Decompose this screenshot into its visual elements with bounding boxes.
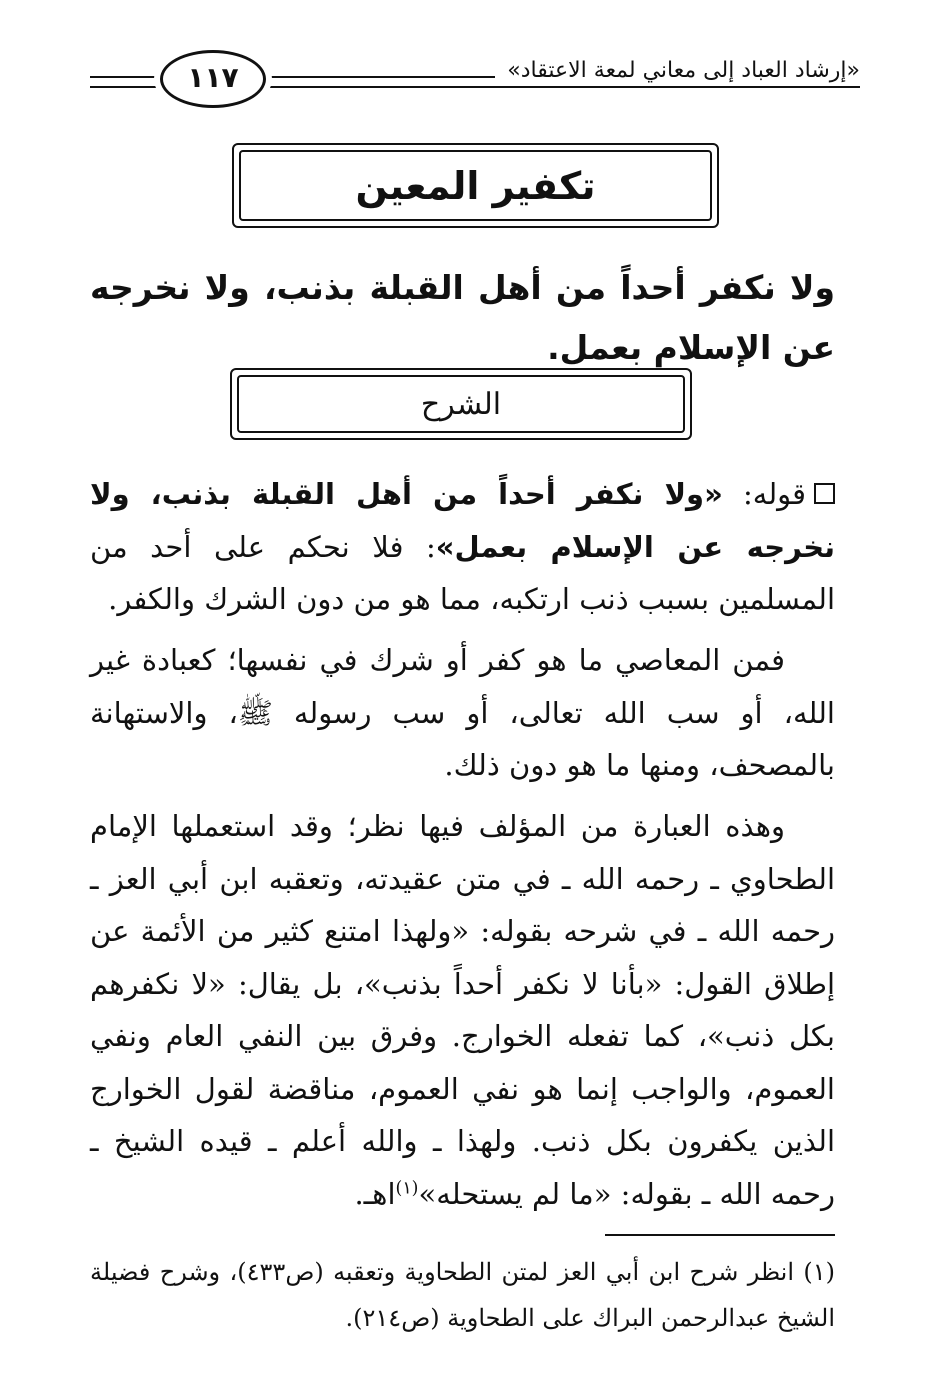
footnote-separator (605, 1234, 835, 1236)
page-number: ١١٧ (160, 50, 266, 108)
running-header (90, 40, 860, 110)
footnote-reference: (١) (395, 1177, 419, 1198)
paragraph-2: فمن المعاصي ما هو كفر أو شرك في نفسها؛ كعبادة غير الله، أو سب الله تعالى، أو سب رسوله ﷺ، والاستهانة بالمصحف، ومنها ما هو دون ذلك. (90, 643, 835, 782)
paragraph-3 (90, 800, 835, 1220)
footnote: (١) انظر شرح ابن أبي العز لمتن الطحاوية وتعقبه (ص٤٣٣)، وشرح فضيلة الشيخ عبدالرحمن البراك على الطحاوية (ص٢١٤). (90, 1258, 836, 1332)
sharh-heading-frame (230, 368, 692, 440)
paragraph-1-lead: قوله: (722, 477, 806, 511)
square-bullet-icon (814, 483, 835, 504)
sharh-heading: الشرح (420, 386, 502, 422)
paragraph-3-text: وهذه العبارة من المؤلف فيها نظر؛ وقد استعملها الإمام الطحاوي ـ رحمه الله ـ في متن عقيدته، وتعقبه ابن أبي العز ـ رحمه الله ـ في شرحه بقوله: «ولهذا امتنع كثير من الأئمة عن إطلاق القول: «بأنا لا نكفر أحداً بذنب»، بل يقال: «لا نكفرهم بكل ذنب»، كما تفعله الخوارج. وفرق بين النفي العام ونفي العموم، والواجب إنما هو نفي العموم، مناقضة لقول الخوارج الذين يكفرون بكل ذنب. ولهذا ـ والله أعلم ـ قيده الشيخ ـ رحمه الله ـ بقوله: «ما لم يستحله» (90, 809, 835, 1211)
paragraph-1 (90, 468, 835, 626)
paragraph-1-quote: «ولا نكفر أحداً من أهل القبلة بذنب، ولا نخرجه عن الإسلام بعمل» (90, 477, 835, 564)
section-title-frame (232, 143, 719, 228)
section-title: تكفير المعين (355, 163, 596, 208)
paragraph-1-rest: : فلا نحكم على أحد من المسلمين بسبب ذنب ارتكبه، مما هو من دون الشرك والكفر. (90, 529, 835, 616)
paragraph-3-end: اهـ. (354, 1176, 396, 1211)
section-title-inner-frame (239, 150, 712, 221)
matn-text: ولا نكفر أحداً من أهل القبلة بذنب، ولا نخرجه عن الإسلام بعمل. (90, 268, 835, 367)
sharh-heading-inner-frame (237, 375, 685, 433)
running-title: «إرشاد العباد إلى معاني لمعة الاعتقاد» (495, 58, 860, 83)
